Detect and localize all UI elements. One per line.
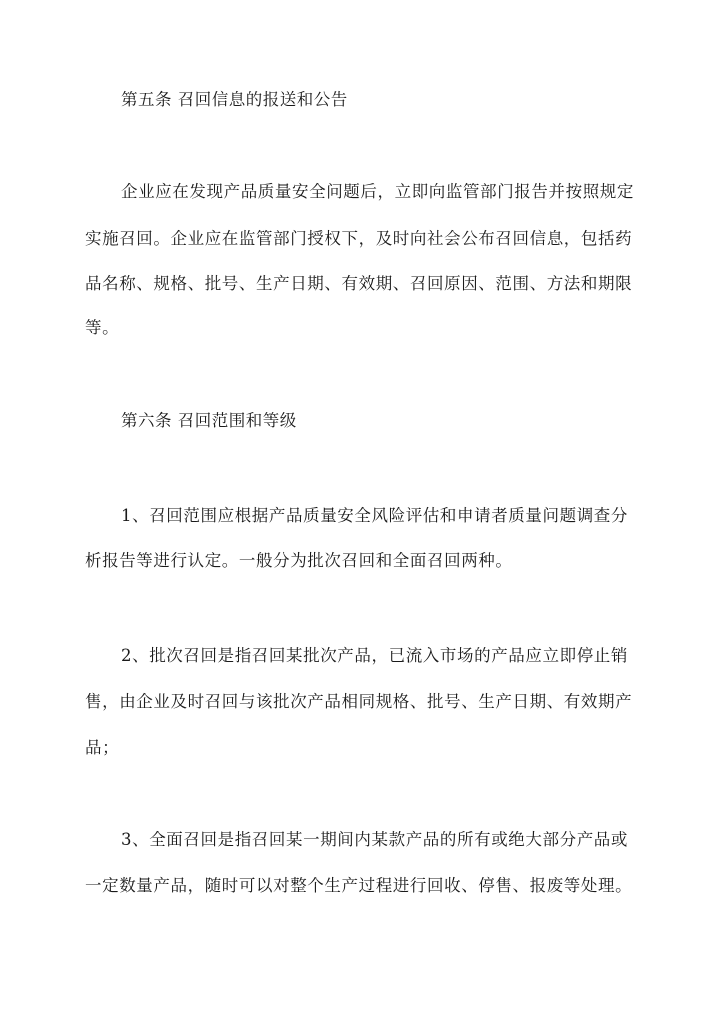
- section-5-paragraph-line-3: 品名称、规格、批号、生产日期、有效期、召回原因、范围、方法和期限: [85, 274, 633, 293]
- section-5-paragraph-line-1: 企业应在发现产品质量安全问题后，立即向监管部门报告并按照规定: [121, 182, 634, 201]
- section-6-heading: 第六条 召回范围和等级: [121, 411, 297, 430]
- section-5-paragraph-line-2: 实施召回。企业应在监管部门授权下，及时向社会公布召回信息，包括药: [85, 229, 633, 248]
- section-5-paragraph-line-4: 等。: [85, 318, 120, 337]
- section-6-item-1-line-2: 析报告等进行认定。一般分为批次召回和全面召回两种。: [85, 551, 513, 570]
- section-6-item-3-line-2: 一定数量产品，随时可以对整个生产过程进行回收、停售、报废等处理。: [85, 876, 633, 895]
- section-6-item-3-line-1: 3、全面召回是指召回某一期间内某款产品的所有或绝大部分产品或: [121, 830, 628, 849]
- section-6-item-2-line-3: 品；: [85, 738, 120, 757]
- section-6-item-2-line-2: 售，由企业及时召回与该批次产品相同规格、批号、生产日期、有效期产: [85, 692, 633, 711]
- section-6-item-1-line-1: 1、召回范围应根据产品质量安全风险评估和申请者质量问题调查分: [121, 506, 628, 525]
- section-5-heading: 第五条 召回信息的报送和公告: [121, 90, 348, 109]
- section-6-item-2-line-1: 2、批次召回是指召回某批次产品，已流入市场的产品应立即停止销: [121, 646, 628, 665]
